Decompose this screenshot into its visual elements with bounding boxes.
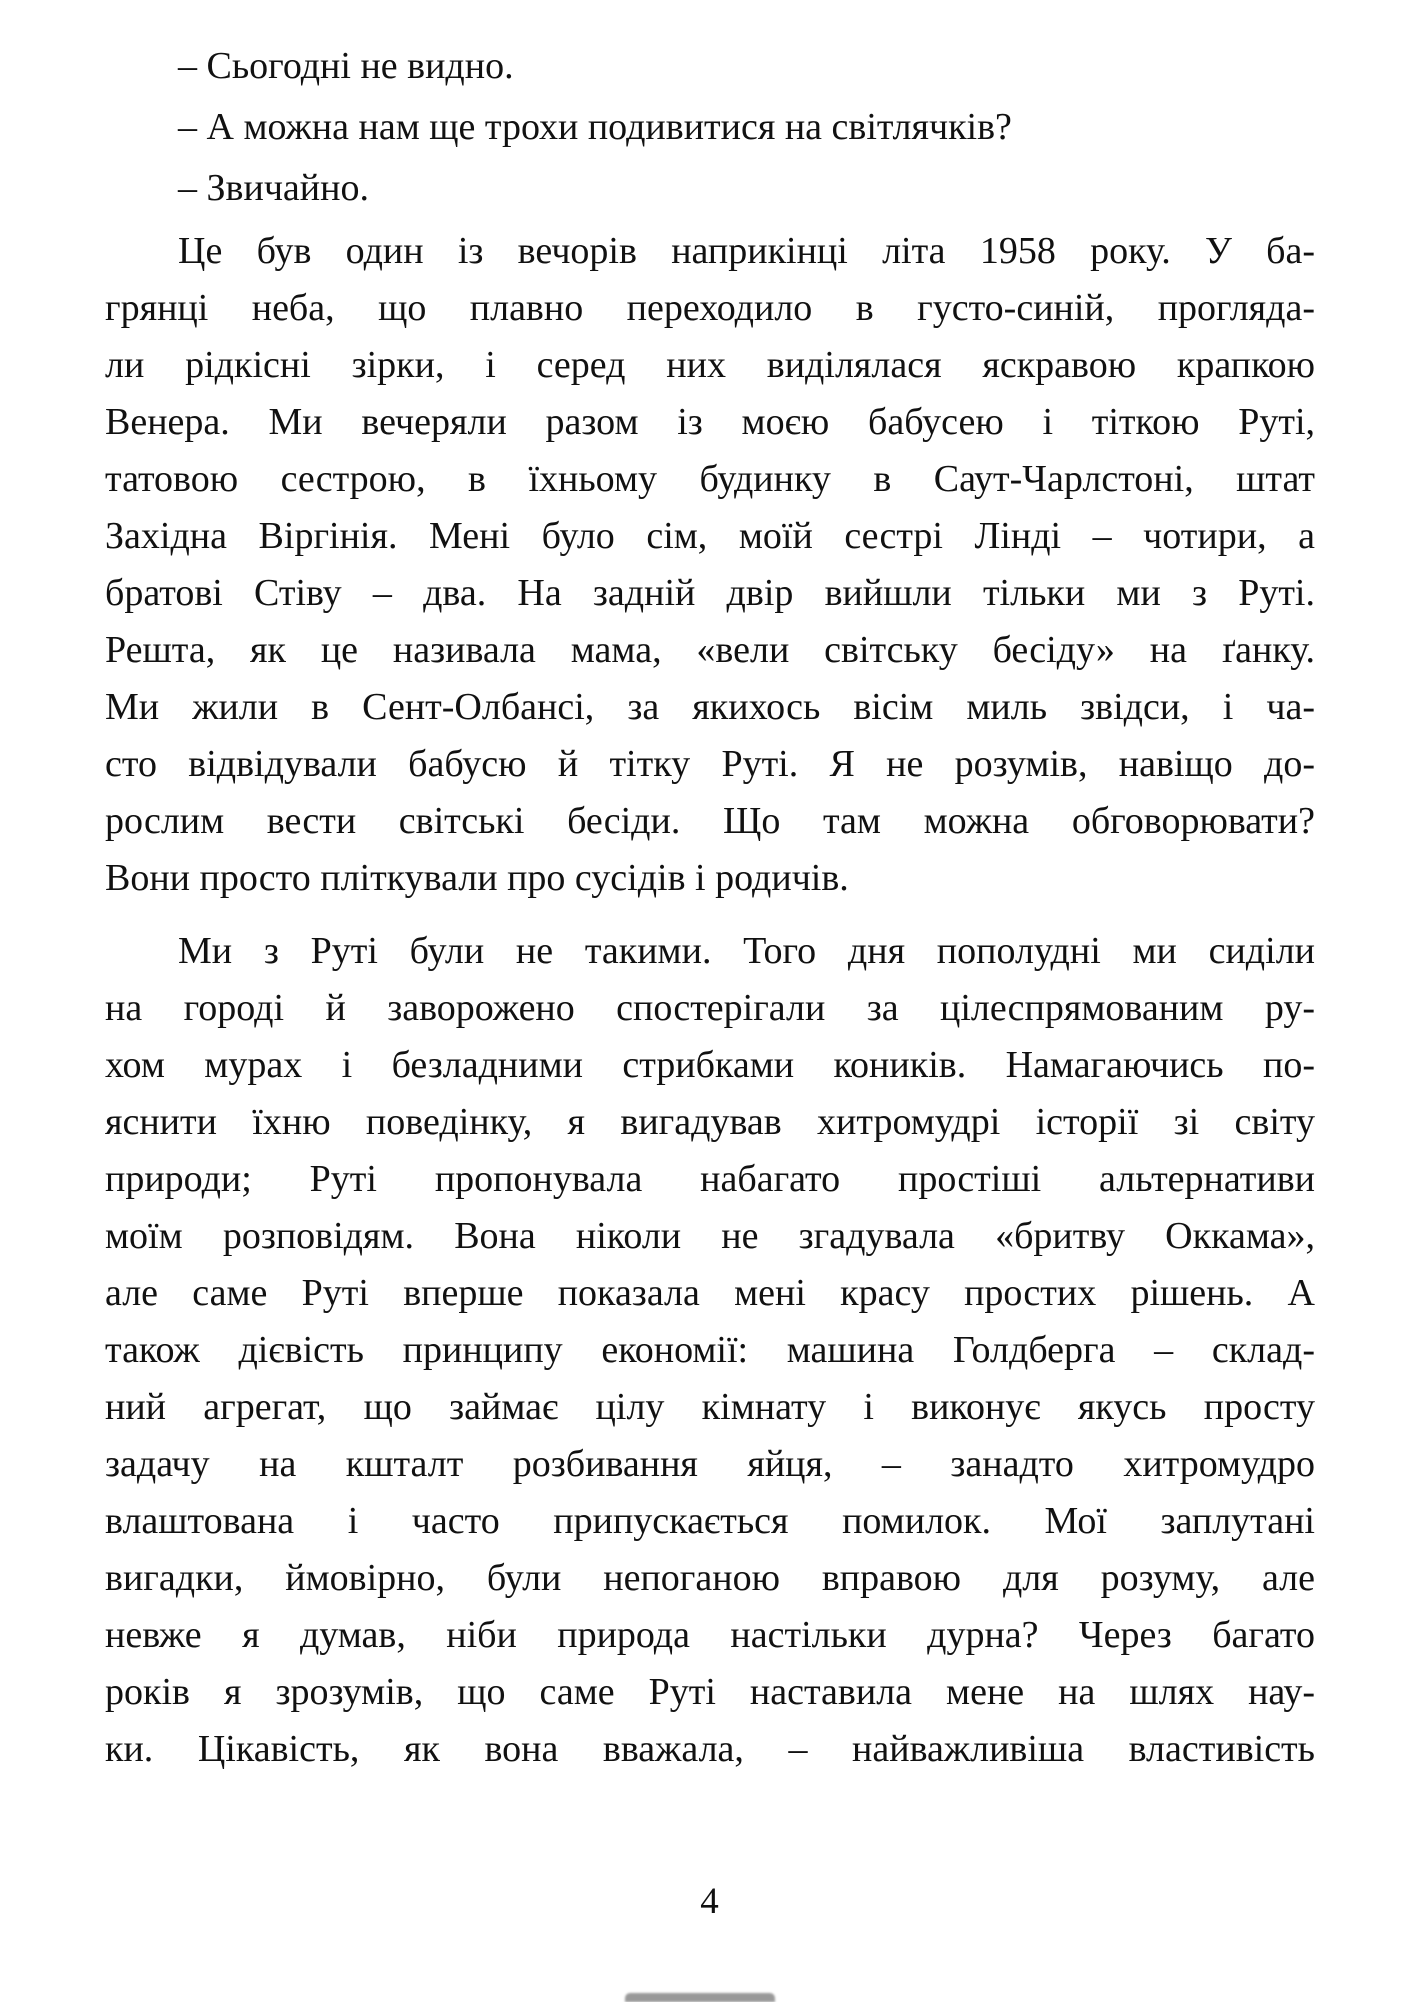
paragraph [105,223,1315,907]
text-line: моїм розповідям. Вона ніколи не згадувала «бритву Оккама», [105,1215,1315,1257]
text-line: років я зрозумів, що саме Руті наставила мене на шлях нау- [105,1671,1315,1713]
text-line: Решта, як це називала мама, «вели світську бесіду» на ґанку. [105,629,1315,671]
text-line: грянці неба, що плавно переходило в густо-синій, прогляда- [105,287,1315,329]
text-line: природи; Руті пропонувала набагато простіші альтернативи [105,1158,1315,1200]
text-line: Західна Віргінія. Мені було сім, моїй сестрі Лінді – чотири, а [105,515,1315,557]
paragraphs [105,223,1315,1778]
text-line: задачу на кшталт розбивання яйця, – занадто хитромудро [105,1443,1315,1485]
text-line: сто відвідували бабусю й тітку Руті. Я не розумів, навіщо до- [105,743,1315,785]
dialogue-line: – Сьогодні не видно. [178,45,514,87]
text-line: хом мурах і безладними стрибками коників. Намагаючись по- [105,1044,1315,1086]
text-line: ли рідкісні зірки, і серед них виділялася яскравою крапкою [105,344,1315,386]
page-number: 4 [700,1881,719,1922]
text-line: але саме Руті вперше показала мені красу простих рішень. А [105,1272,1315,1314]
text-line: невже я думав, ніби природа настільки дурна? Через багато [105,1614,1315,1656]
dialogue-section [105,38,1315,217]
text-line: яснити їхню поведінку, я вигадував хитромудрі історії зі світу [105,1101,1315,1143]
text-line: Ми жили в Сент-Олбансі, за якихось вісім миль звідси, і ча- [105,686,1315,728]
text-line: братові Стіву – два. На задній двір вийшли тільки ми з Руті. [105,572,1315,614]
text-line: на городі й заворожено спостерігали за цілеспрямованим ру- [105,987,1315,1029]
text-line: влаштована і часто припускається помилок. Мої заплутані [105,1500,1315,1542]
text-line: татовою сестрою, в їхньому будинку в Саут-Чарлстоні, штат [105,458,1315,500]
text-line: Це був один із вечорів наприкінці літа 1958 року. У ба- [178,230,1315,272]
scan-artifact [625,1993,775,2002]
text-line: вигадки, ймовірно, були непоганою вправою для розуму, але [105,1557,1315,1599]
dialogue-line: – А можна нам ще трохи подивитися на світлячків? [178,106,1012,148]
text-line: Венера. Ми вечеряли разом із моєю бабусею і тіткою Руті, [105,401,1315,443]
dialogue-line: – Звичайно. [178,167,369,209]
text-line: Ми з Руті були не такими. Того дня пополудні ми сиділи [178,930,1315,972]
text-line: рослим вести світські бесіди. Що там можна обговорювати? [105,800,1315,842]
text-line: також дієвість принципу економії: машина Голдберга – склад- [105,1329,1315,1371]
text-line: ний агрегат, що займає цілу кімнату і виконує якусь просту [105,1386,1315,1428]
text-line: ки. Цікавість, як вона вважала, – найважливіша властивість [105,1728,1315,1770]
text-line: Вони просто пліткували про сусідів і родичів. [105,857,849,899]
paragraph [105,923,1315,1778]
